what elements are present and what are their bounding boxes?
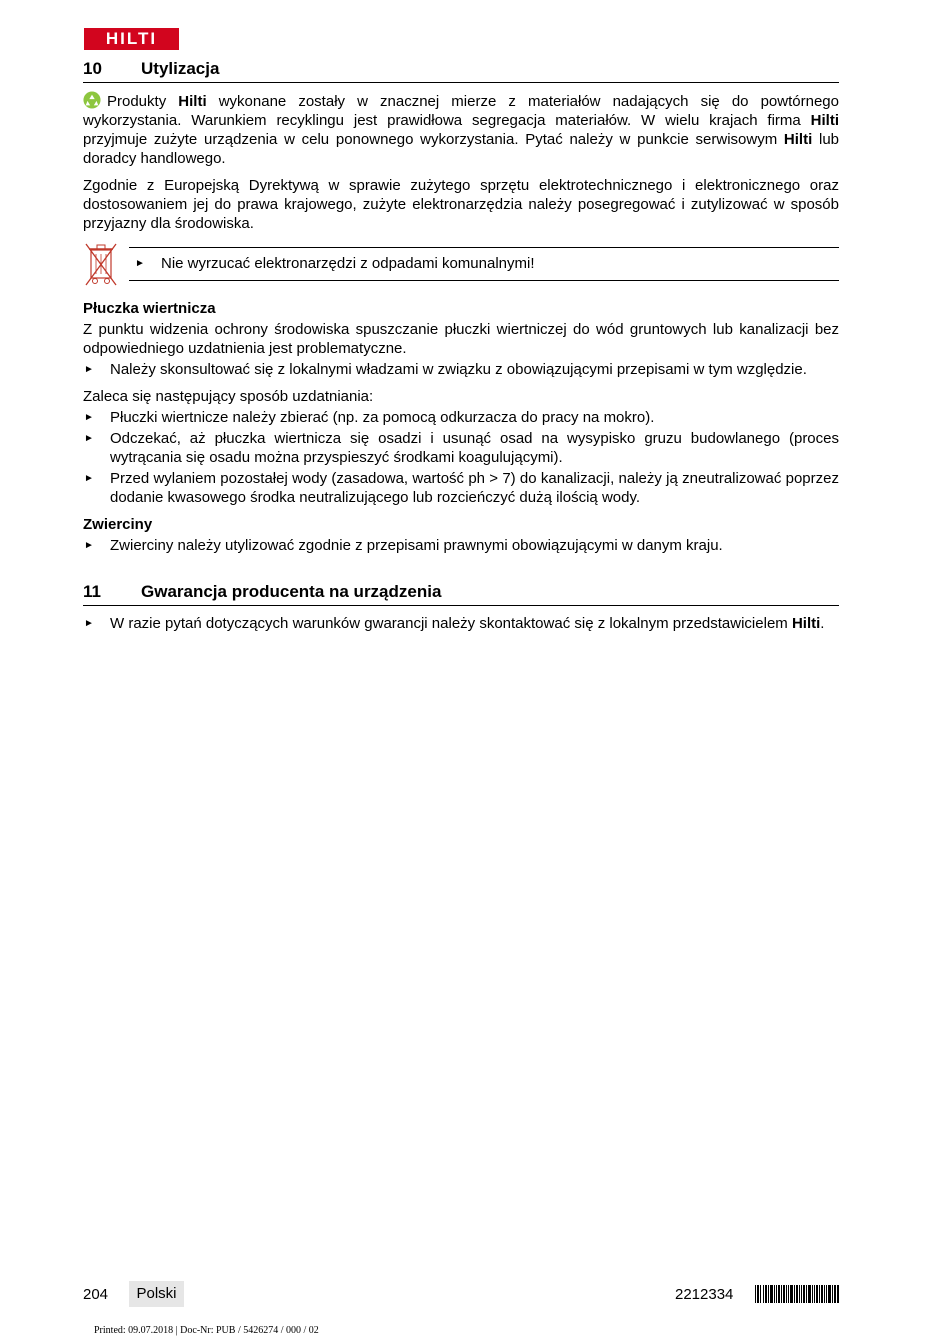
crossed-bin-icon — [83, 241, 119, 287]
section-title: Utylizacja — [141, 59, 220, 78]
section-number: 10 — [83, 59, 102, 78]
language-label: Polski — [129, 1281, 184, 1307]
drill-fluid-heading: Płuczka wiertnicza — [83, 300, 216, 317]
warning-text: Nie wyrzucać elektronarzędzi z odpadami komunalnymi! — [161, 255, 535, 272]
text: W razie pytań dotyczących warunków gwarancji należy skontaktować się z lokalnym przedstawicielem — [110, 615, 792, 632]
cuttings-heading: Zwierciny — [83, 516, 153, 533]
recycling-paragraph — [83, 91, 839, 168]
page-number: 204 — [83, 1286, 109, 1303]
bullet-arrow: ► — [135, 258, 145, 269]
bullet-arrow: ► — [84, 412, 94, 423]
warning-line — [129, 247, 839, 281]
list-item-text: Odczekać, aż płuczka wiertnicza się osadzi i usunąć osad na wysypisko gruzu budowlanego (proces wytrącania się osadu można przyspieszyć środkami koagulującymi). — [110, 430, 839, 466]
hilti-logo — [84, 28, 179, 50]
brand-name: Hilti — [783, 131, 813, 148]
document-code: 2212334 — [675, 1286, 734, 1303]
section-10-heading — [83, 58, 839, 83]
text: przyjmuje zużyte urządzenia w celu ponownego wykorzystania. Pytać należy w punkcie serwisowym — [83, 131, 784, 148]
brand-name: Hilti — [810, 112, 839, 129]
disposal-warning — [83, 241, 839, 287]
text: lub doradcy handlowego. — [83, 131, 840, 167]
bullet-arrow: ► — [84, 364, 94, 375]
section-number: 11 — [83, 582, 101, 601]
warranty-list — [83, 614, 839, 633]
section-11-heading — [83, 581, 839, 606]
bullet-arrow: ► — [84, 540, 94, 551]
list-item-text — [110, 614, 824, 633]
list-item-text: Należy skonsultować się z lokalnymi władzami w związku z obowiązującymi przepisami w tym względzie. — [110, 361, 807, 378]
list-item — [83, 408, 839, 427]
text: . — [820, 615, 825, 632]
barcode-icon — [755, 1285, 839, 1303]
brand-name: Hilti — [178, 93, 207, 110]
list-item — [83, 614, 839, 633]
text: Produkty — [107, 93, 179, 110]
list-item-text: Płuczki wiertnicze należy zbierać (np. za pomocą odkurzacza do pracy na mokro). — [110, 409, 655, 426]
page-footer — [83, 1281, 839, 1307]
treatment-intro: Zaleca się następujący sposób uzdatniania: — [83, 388, 374, 405]
drill-fluid-consult-list — [83, 360, 839, 379]
recycle-icon — [83, 91, 101, 109]
print-info: Printed: 09.07.2018 | Doc-Nr: PUB / 5426274 / 000 / 02 — [94, 1325, 319, 1336]
bullet-arrow: ► — [84, 433, 94, 444]
logo-text: HILTI — [105, 29, 158, 48]
cuttings-list — [83, 536, 839, 555]
list-item-text: Przed wylaniem pozostałej wody (zasadowa, wartość ph > 7) do kanalizacji, należy ją zneutralizować poprzez dodanie kwasowego środka neutralizującego lub rozcieńczyć dużą ilością wody. — [110, 470, 839, 506]
list-item — [83, 469, 839, 507]
text: wykonane zostały w znacznej mierze z materiałów nadających się do powtórnego wykorzystania. Warunkiem recyklingu jest prawidłowa segregacja materiałów. W wielu krajach firma — [83, 93, 839, 129]
bullet-arrow: ► — [84, 473, 94, 484]
treatment-steps-list — [83, 408, 839, 507]
brand-name: Hilti — [791, 615, 821, 632]
list-item — [83, 536, 839, 555]
bullet-arrow: ► — [84, 618, 94, 629]
list-item — [83, 429, 839, 467]
page-content — [83, 58, 839, 641]
section-title: Gwarancja producenta na urządzenia — [141, 582, 442, 601]
drill-fluid-intro: Z punktu widzenia ochrony środowiska spuszczanie płuczki wiertniczej do wód gruntowych lub kanalizacji bez odpowiedniego uzdatnienia jest problematyczne. — [83, 321, 839, 357]
list-item-text: Zwierciny należy utylizować zgodnie z przepisami prawnymi obowiązującymi w danym kraju. — [110, 537, 723, 554]
directive-paragraph: Zgodnie z Europejską Dyrektywą w sprawie zużytego sprzętu elektrotechnicznego i elektronicznego oraz dostosowaniem jej do prawa krajowego, zużyte elektronarzędzia należy posegregować i zutylizować w sposób przyjazny dla środowiska. — [83, 177, 839, 232]
list-item — [83, 360, 839, 379]
